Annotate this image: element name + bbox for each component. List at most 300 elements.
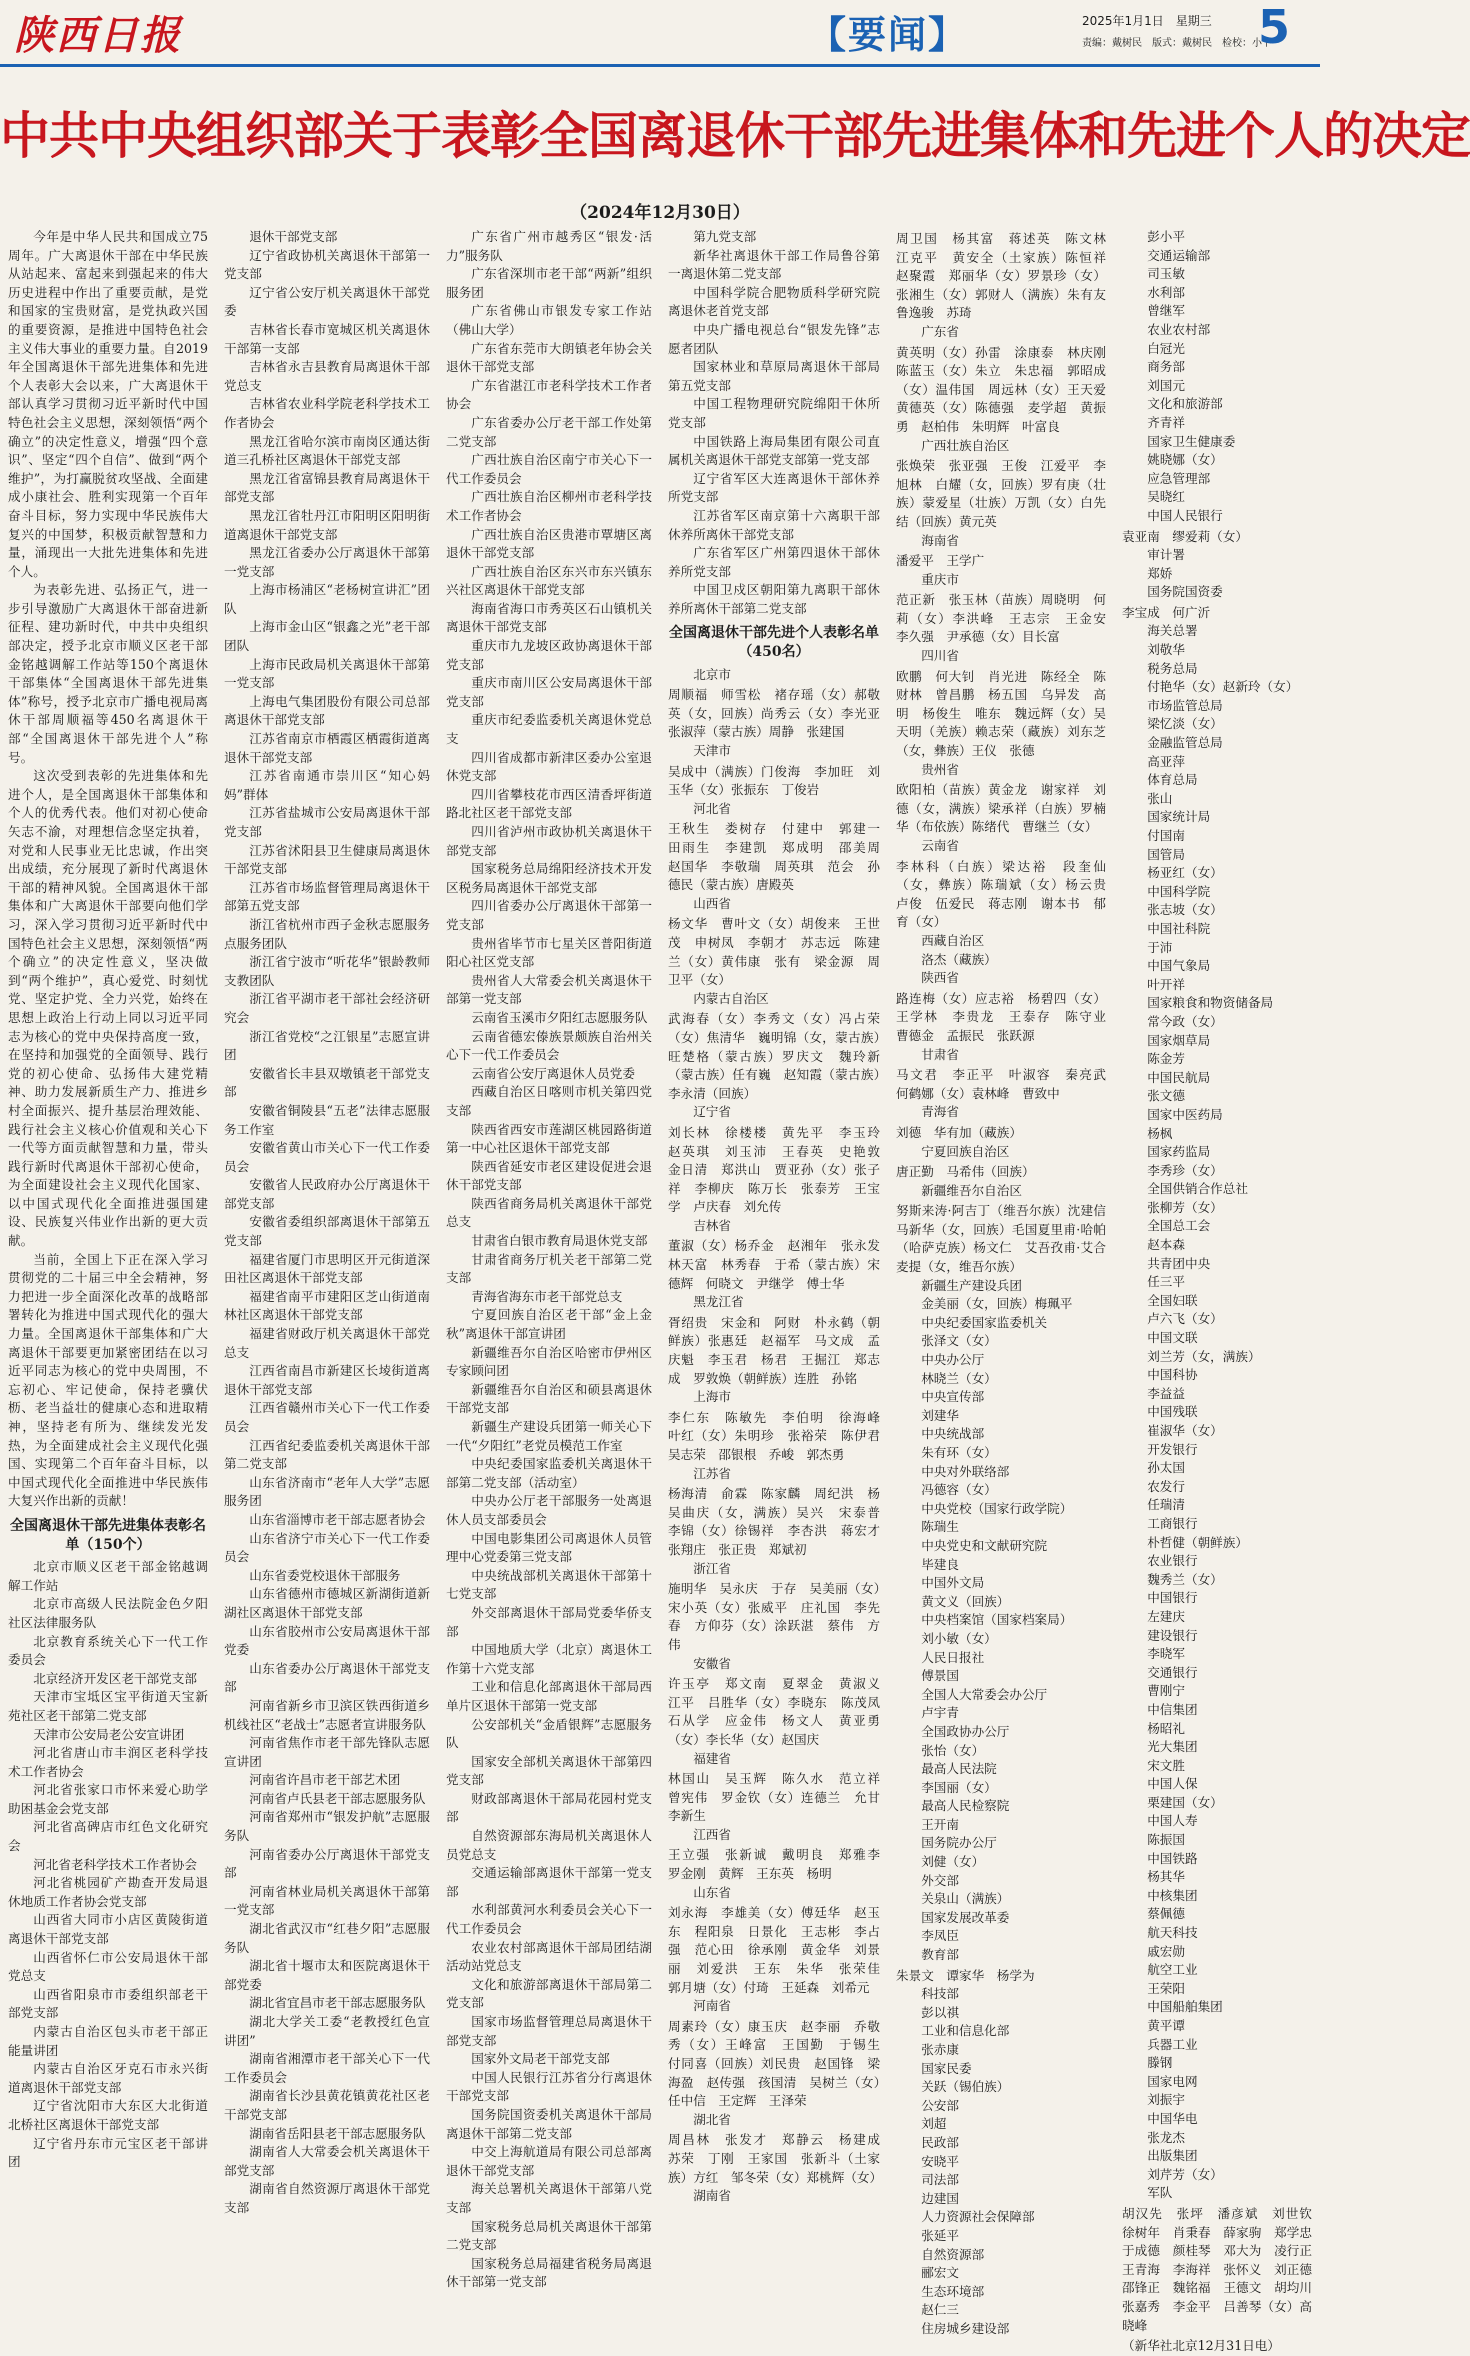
region-heading: 曾继军 xyxy=(1147,303,1185,319)
region-heading: 中央对外联络部 xyxy=(921,1463,1010,1479)
region-heading: 共青团中央 xyxy=(1147,1255,1211,1271)
collective-entry: 四川省成都市新津区委办公室退休党支部 xyxy=(446,749,652,784)
region-heading: 重庆市 xyxy=(921,571,959,587)
collective-entry: 陕西省延安市老区建设促进会退休干部党支部 xyxy=(446,1158,652,1193)
collective-entry: 国家税务总局机关离退休干部第二党支部 xyxy=(446,2218,652,2253)
honoree-names: 范正新 张玉林（苗族）周晓明 何莉（女）李洪峰 王志宗 王金安 李久强 尹承德（女）目长富 xyxy=(896,592,1119,645)
region-heading: 李秀珍（女） xyxy=(1147,1162,1223,1178)
article-date: （2024年12月30日） xyxy=(570,203,750,223)
region-heading: 开发银行 xyxy=(1147,1441,1198,1457)
collective-entry: 浙江省平湖市老干部社会经济研究会 xyxy=(224,991,430,1025)
region-heading: 中国人保 xyxy=(1147,1776,1198,1792)
region-heading: 中央办公厅 xyxy=(921,1352,985,1368)
region-heading: 农业农村部 xyxy=(1147,321,1211,337)
region-heading: 李益益 xyxy=(1147,1385,1185,1401)
collective-entry: 江苏省市场监督管理局离退休干部第五党支部 xyxy=(224,879,430,914)
collective-entry: 黑龙江省哈尔滨市南岗区通达街道三孔桥社区离退休干部党支部 xyxy=(224,433,430,468)
region-heading: 中国人寿 xyxy=(1147,1813,1198,1829)
region-heading: 全国总工会 xyxy=(1147,1218,1211,1234)
region-heading: 赵本森 xyxy=(1147,1237,1185,1253)
region-heading: 税务总局 xyxy=(1147,660,1198,676)
collective-entry: 浙江省党校“之江银星”志愿宣讲团 xyxy=(224,1028,430,1063)
region-heading: 人民日报社 xyxy=(921,1649,985,1665)
region-heading: 兵器工业 xyxy=(1147,2036,1198,2052)
region-heading: 市场监管总局 xyxy=(1147,697,1223,713)
region-heading: 江苏省 xyxy=(693,1465,731,1481)
subheading-individuals: 全国离退休干部先进个人表彰名单（450名） xyxy=(669,625,879,661)
collective-entry: 河北省老科学技术工作者协会 xyxy=(33,1856,197,1872)
region-heading: 安晓平 xyxy=(921,2153,959,2169)
region-heading: 中国船舶集团 xyxy=(1147,1999,1223,2015)
region-heading: 任三平 xyxy=(1147,1274,1185,1290)
region-heading: 军队 xyxy=(1147,2185,1173,2201)
collective-entry: 水利部黄河水利委员会关心下一代工作委员会 xyxy=(446,1902,652,1937)
collective-entry: 安徽省人民政府办公厅离退休干部党支部 xyxy=(224,1177,430,1211)
region-heading: 洛杰（藏族） xyxy=(921,951,997,967)
masthead-divider xyxy=(0,64,1320,67)
region-heading: 刘国元 xyxy=(1147,377,1185,393)
region-heading: 中国社科院 xyxy=(1147,920,1211,936)
body-paragraph: 这次受到表彰的先进集体和先进个人，是全国离退休干部集体和个人的优秀代表。他们对初心使命矢志不渝，对理想信念坚定执着，对党和人民事业无比忠诚，作出突出成绩，充分展现了新时代离退休干部的精神风貌。全国离退休干部集体和广大离退休干部要向他们学习，深入学习贯彻习近平新时代中国特色社会主义思想，深刻领悟“两个确立”的决定性意义，坚决做到“两个维护”，真心爱党、时刻忧党、坚定护党、全力兴党，始终在思想上政治上行动上同以习近平同志为核心的党中央保持高度一致，在坚持和加强党的全面领导、践行党的初心使命、弘扬伟大建党精神、助力发展新质生产力、推进乡村全面振兴、提升基层治理效能、践行社会主义核心价值观和关心下一代等方面贡献智慧和力量，带头践行新时代离退休干部初心使命，为全面建设社会主义现代化国家、以中国式现代化全面推进强国建设、民族复兴伟业作出新的更大贡献。 xyxy=(8,768,208,1249)
region-heading: 云南省 xyxy=(921,838,959,853)
collective-entry: 中交上海航道局有限公司总部离退休干部党支部 xyxy=(446,2144,652,2178)
region-heading: 住房城乡建设部 xyxy=(921,2320,1010,2336)
column-4 xyxy=(668,228,893,2204)
region-heading: 中央档案馆（国家档案局） xyxy=(921,1612,1073,1628)
region-heading: 山东省 xyxy=(693,1884,731,1900)
collective-entry: 黑龙江省委办公厅离退休干部第一党支部 xyxy=(224,545,430,579)
region-heading: 人力资源社会保障部 xyxy=(921,2209,1035,2225)
region-heading: 甘肃省 xyxy=(921,1046,959,1062)
region-heading: 张龙杰 xyxy=(1147,2129,1185,2145)
region-heading: 刘超 xyxy=(921,2116,947,2132)
collective-entry: 公安部机关“金盾银辉”志愿服务队 xyxy=(446,1716,652,1751)
region-heading: 任瑞清 xyxy=(1147,1497,1185,1513)
collective-entry: 广西壮族自治区东兴市东兴镇东兴社区离退休干部党支部 xyxy=(446,563,652,598)
collective-entry: 河南省焦作市老干部先锋队志愿宣讲团 xyxy=(224,1735,430,1769)
region-heading: 中国人民银行 xyxy=(1147,507,1223,523)
region-heading: 黑龙江省 xyxy=(693,1294,744,1310)
collective-entry: 广东省广州市越秀区“银发·活力”服务队 xyxy=(446,229,652,263)
collective-entry: 河南省许昌市老干部艺术团 xyxy=(249,1772,401,1788)
collective-entry: 贵州省人大常委会机关离退休干部第一党支部 xyxy=(446,972,652,1007)
collective-entry: 河北省桃园矿产勘查开发局退休地质工作者协会党支部 xyxy=(8,1875,208,1909)
collective-entry: 河南省新乡市卫滨区铁西街道乡机线社区“老战士”志愿者宣讲服务队 xyxy=(224,1697,430,1732)
region-heading: 工业和信息化部 xyxy=(921,2023,1010,2039)
honoree-names: 潘爱平 王学广 xyxy=(896,553,985,569)
region-heading: 陈振国 xyxy=(1147,1832,1185,1848)
region-heading: 国管局 xyxy=(1147,846,1185,862)
region-heading: 体育总局 xyxy=(1147,772,1198,788)
honoree-names: 刘长林 徐楼楼 黄先平 李玉玲 赵英琪 刘玉沛 王春英 史艳敦 金日清 郑洪山 贾亚孙（女）张子祥 李柳庆 陈万长 张泰芳 王宝学 卢庆春 刘允传 xyxy=(668,1124,893,1215)
region-heading: 福建省 xyxy=(693,1750,731,1766)
column-3 xyxy=(446,228,652,2290)
honoree-names: 路连梅（女）应志裕 杨碧四（女）王学林 李贵龙 王泰存 陈守业 曹德金 孟振民 张跃源 xyxy=(896,990,1119,1043)
region-heading: 建设银行 xyxy=(1147,1627,1198,1643)
collective-entry: 江西省赣州市关心下一代工作委员会 xyxy=(224,1400,430,1434)
honoree-names: 袁亚南 缪爱莉（女） xyxy=(1122,528,1248,544)
collective-entry: 天津市宝坻区宝平街道天宝新苑社区老干部第二党支部 xyxy=(8,1689,208,1723)
collective-entry: 陕西省商务局机关离退休干部党总支 xyxy=(446,1195,652,1230)
region-heading: 彭以祺 xyxy=(921,2004,959,2020)
region-heading: 刘芹芳（女） xyxy=(1147,2166,1223,2182)
region-heading: 赵仁三 xyxy=(921,2302,959,2318)
region-heading: 国务院办公厅 xyxy=(921,1835,997,1851)
collective-entry: 山东省淄博市老干部志愿者协会 xyxy=(249,1511,426,1527)
region-heading: 内蒙古自治区 xyxy=(693,990,769,1006)
region-heading: 张延平 xyxy=(921,2227,959,2243)
region-heading: 边建国 xyxy=(921,2190,959,2206)
honoree-names: 杨海清 俞霖 陈家麟 周纪洪 杨吴曲庆（女，满族）吴兴 宋泰普 李锦（女）徐锡祥 李杏洪 蒋宏才 张翔庄 张正贵 郑斌初 xyxy=(668,1486,893,1557)
collective-entry: 国务院国资委机关离退休干部局离退休干部第二党支部 xyxy=(446,2106,652,2141)
region-heading: 卢宇青 xyxy=(921,1705,959,1721)
honoree-names: 董淑（女）杨乔金 赵湘年 张永发 林天富 林秀春 于希（蒙古族）宋德辉 何晓文 尹继学 傅士华 xyxy=(668,1238,893,1291)
collective-entry: 宁夏回族自治区老干部“金上金秋”离退休干部宣讲团 xyxy=(446,1307,652,1342)
collective-entry: 山东省济南市“老年人大学”志愿服务团 xyxy=(224,1474,430,1509)
collective-entry: 江苏省军区南京第十六离职干部休养所离休干部党支部 xyxy=(668,507,880,542)
region-heading: 中国铁路 xyxy=(1147,1850,1198,1866)
region-heading: 左建庆 xyxy=(1147,1608,1185,1624)
region-heading: 朱有环（女） xyxy=(921,1445,997,1460)
region-heading: 张泽文（女） xyxy=(921,1333,997,1349)
collective-entry: 中央纪委国家监委机关离退休干部第二党支部（活动室） xyxy=(446,1456,652,1490)
region-heading: 国家发展改革委 xyxy=(921,1909,1010,1925)
region-heading: 刘建华 xyxy=(921,1407,959,1423)
collective-entry: 中国人民银行江苏省分行离退休干部党支部 xyxy=(446,2069,652,2104)
region-heading: 国家粮食和物资储备局 xyxy=(1147,995,1274,1011)
collective-entry: 重庆市九龙坡区政协离退休干部党支部 xyxy=(446,638,652,672)
region-heading: 付艳华（女）赵新玲（女） xyxy=(1147,679,1299,695)
region-heading: 吉林省 xyxy=(693,1217,731,1233)
honoree-names: 唐正勤 马希伟（回族） xyxy=(896,1164,1035,1180)
collective-entry: 中央统战部机关离退休干部第十七党支部 xyxy=(446,1567,652,1602)
region-heading: 农业银行 xyxy=(1147,1553,1198,1569)
region-heading: 青海省 xyxy=(921,1104,959,1120)
region-heading: 蔡佩德 xyxy=(1147,1906,1185,1922)
collective-entry: 国家外文局老干部党支部 xyxy=(471,2051,610,2067)
region-heading: 刘兰芳（女，满族） xyxy=(1147,1348,1261,1364)
collective-entry: 中国铁路上海局集团有限公司直属机关离退休干部党支部第一党支部 xyxy=(668,433,880,468)
region-heading: 湖北省 xyxy=(693,2111,731,2127)
collective-entry: 河北省唐山市丰润区老科学技术工作者协会 xyxy=(8,1745,208,1779)
collective-entry: 福建省厦门市思明区开元街道深田社区离退休干部党支部 xyxy=(224,1251,430,1286)
collective-entry: 新疆生产建设兵团第一师关心下一代“夕阳红”老党员模范工作室 xyxy=(446,1419,652,1453)
region-heading: 全国政协办公厅 xyxy=(921,1723,1010,1739)
region-heading: 朴哲健（朝鲜族） xyxy=(1147,1534,1248,1550)
region-heading: 广西壮族自治区 xyxy=(921,437,1010,453)
region-heading: 交通运输部 xyxy=(1147,247,1211,263)
region-heading: 滕钢 xyxy=(1147,2055,1173,2071)
collective-entry: 山东省德州市德城区新湖街道新湖社区离退休干部党支部 xyxy=(224,1586,430,1620)
collective-entry: 国家安全部机关离退休干部第四党支部 xyxy=(446,1753,652,1788)
region-heading: 贵州省 xyxy=(921,761,959,777)
region-heading: 彭小平 xyxy=(1147,229,1185,244)
collective-entry: 湖南省湘潭市老干部关心下一代工作委员会 xyxy=(224,2051,430,2085)
region-heading: 最高人民法院 xyxy=(921,1761,997,1777)
region-heading: 李凤臣 xyxy=(921,1928,959,1944)
region-heading: 中国文联 xyxy=(1147,1330,1198,1346)
region-heading: 黄文义（回族） xyxy=(921,1593,1010,1609)
collective-entry: 云南省玉溪市夕阳红志愿服务队 xyxy=(471,1009,648,1025)
region-heading: 中国外文局 xyxy=(921,1575,985,1591)
collective-entry: 工业和信息化部离退休干部局西单片区退休干部第一党支部 xyxy=(446,1679,652,1713)
region-heading: 民政部 xyxy=(921,2134,959,2150)
honoree-names: 欧阳柏（苗族）黄金龙 谢家祥 刘德（女，满族）梁承祥（白族）罗楠华（布依族）陈绪代 曹继兰（女） xyxy=(896,782,1106,835)
collective-entry: 湖北省武汉市“红巷夕阳”志愿服务队 xyxy=(224,1921,430,1955)
honoree-names: 刘永海 李雄美（女）傅廷华 赵玉东 程阳泉 日景化 王志彬 李占强 范心田 徐承刚 黄金华 刘景丽 刘爱洪 王东 朱华 张荣佳 郭月塘（女）付琦 王延森 刘希元 xyxy=(668,1905,893,1995)
collective-entry: 辽宁省公安厅机关离退休干部党委 xyxy=(224,284,430,319)
region-heading: 杨昭礼 xyxy=(1147,1720,1185,1736)
region-heading: 关泉山（满族） xyxy=(921,1891,1010,1907)
region-heading: 国家药监局 xyxy=(1147,1144,1211,1160)
collective-entry: 福建省财政厅机关离退休干部党总支 xyxy=(224,1326,430,1360)
honoree-names: 努斯来涛·阿吉丁（维吾尔族）沈建信 马新华（女，回族）毛国夏里甫·哈帕（哈萨克族）杨文仁 艾吾孜甫·艾合麦提（女，维吾尔族） xyxy=(896,1203,1119,1275)
region-heading: 郦宏文 xyxy=(921,2265,959,2281)
collective-entry: 上海电气集团股份有限公司总部离退休干部党支部 xyxy=(224,693,430,728)
region-heading: 叶开祥 xyxy=(1147,976,1185,992)
honoree-names: （新华社北京12月31日电） xyxy=(1122,2338,1280,2354)
collective-entry: 广东省委办公厅老干部工作处第二党支部 xyxy=(446,414,652,449)
region-heading: 文化和旅游部 xyxy=(1147,396,1223,412)
collective-entry: 湖南省人大常委会机关离退休干部党支部 xyxy=(224,2144,430,2178)
region-heading: 山西省 xyxy=(693,895,731,911)
collective-entry: 湖北省十堰市太和医院离退休干部党委 xyxy=(224,1958,430,1992)
region-heading: 戚宏勋 xyxy=(1147,1943,1185,1959)
article-body xyxy=(8,228,1325,2354)
body-paragraph: 当前，全国上下正在深入学习贯彻党的二十届三中全会精神，努力把进一步全面深化改革的战略部署转化为推进中国式现代化的强大力量。全国离退休干部集体和广大离退休干部要更加紧密团结在以习近平同志为核心的党中央周围，不忘初心、牢记使命，保持老骥伏枥、老当益壮的健康心态和进取精神，坚持老有所为、继续发光发热，为全面建成社会主义现代化强国、实现第二个百年奋斗目标，以中国式现代化全面推进中华民族伟大复兴作出新的贡献！ xyxy=(8,1251,208,1509)
region-heading: 司玉敏 xyxy=(1147,266,1185,282)
collective-entry: 江西省纪委监委机关离退休干部第二党支部 xyxy=(224,1437,430,1472)
region-heading: 新疆维吾尔自治区 xyxy=(921,1182,1022,1198)
page-number: 5 xyxy=(1258,0,1291,54)
region-heading: 王荣阳 xyxy=(1147,1980,1185,1996)
region-heading: 辽宁省 xyxy=(693,1104,731,1120)
collective-entry: 江苏省南通市崇川区“知心妈妈”群体 xyxy=(224,768,430,802)
region-heading: 黄平谭 xyxy=(1147,2018,1185,2033)
collective-entry: 第九党支部 xyxy=(693,229,757,244)
collective-entry: 海南省海口市秀英区石山镇机关离退休干部党支部 xyxy=(446,600,652,635)
region-heading: 北京市 xyxy=(693,666,731,682)
collective-entry: 北京市顺义区老干部金铭越调解工作站 xyxy=(8,1559,208,1593)
honoree-names: 胡汉先 张坪 潘彦斌 刘世钦 徐树年 肖秉春 薛家驹 郑学忠 于成德 颜桂琴 邓大为 凌行正 王青海 李海祥 张怀义 刘正德 邵锋正 魏铭福 王德文 胡均川 张嘉秀 李金平 吕善琴（女）高晓峰 xyxy=(1122,2205,1325,2333)
region-heading: 安徽省 xyxy=(693,1655,731,1671)
region-heading: 中国科学院 xyxy=(1147,883,1211,899)
honoree-names: 王秋生 娄树存 付建中 郭建一 田雨生 李建凯 郑成明 邵美周 赵国华 李敬瑞 周英琪 范会 孙德民（蒙古族）唐殿英 xyxy=(668,821,893,893)
region-heading: 梁忆淡（女） xyxy=(1147,716,1223,732)
region-heading: 杨枫 xyxy=(1147,1125,1173,1141)
collective-entry: 自然资源部东海局机关离退休人员党总支 xyxy=(446,1828,652,1862)
region-heading: 国务院国资委 xyxy=(1147,584,1223,600)
collective-entry: 四川省委办公厅离退休干部第一党支部 xyxy=(446,898,652,932)
region-heading: 天津市 xyxy=(693,743,731,759)
collective-entry: 河南省委办公厅离退休干部党支部 xyxy=(224,1846,430,1881)
collective-entry: 交通运输部离退休干部第一党支部 xyxy=(446,1865,652,1899)
collective-entry: 云南省德宏傣族景颇族自治州关心下一代工作委员会 xyxy=(446,1028,652,1063)
region-heading: 海南省 xyxy=(921,532,959,548)
collective-entry: 浙江省宁波市“听花华”银龄教师支教团队 xyxy=(224,954,430,988)
region-heading: 杨其华 xyxy=(1147,1869,1185,1885)
collective-entry: 河南省郑州市“银发护航”志愿服务队 xyxy=(224,1809,430,1844)
honoree-names: 周素玲（女）康玉庆 赵李丽 乔敬秀（女）王峰富 王国勤 于锡生 付同喜（回族）刘民贵 赵国锋 梁海盈 赵传强 孩国清 吴树兰（女）任中信 王定辉 王泽荣 xyxy=(668,2018,893,2109)
collective-entry: 新疆维吾尔自治区哈密市伊州区专家顾问团 xyxy=(446,1344,652,1379)
collective-entry: 江西省南昌市新建区长堎街道离退休干部党支部 xyxy=(224,1363,430,1397)
region-heading: 陈瑞生 xyxy=(921,1519,959,1535)
collective-entry: 四川省泸州市政协机关离退休干部党支部 xyxy=(446,824,652,858)
region-heading: 张志坡（女） xyxy=(1147,902,1223,918)
region-heading: 工商银行 xyxy=(1147,1515,1198,1531)
region-heading: 科技部 xyxy=(921,1986,959,2002)
region-heading: 林晓兰（女） xyxy=(921,1370,997,1386)
region-heading: 高亚萍 xyxy=(1147,753,1185,769)
collective-entry: 湖北省宜昌市老干部志愿服务队 xyxy=(249,1995,426,2011)
region-heading: 生态环境部 xyxy=(921,2283,985,2299)
issue-date: 2025年1月1日 星期三 xyxy=(1082,14,1212,28)
collective-entry: 海关总署机关离退休干部第八党支部 xyxy=(446,2181,652,2215)
collective-entry: 广西壮族自治区贵港市覃塘区离退休干部党支部 xyxy=(446,526,652,561)
region-heading: 国家统计局 xyxy=(1147,809,1211,825)
region-heading: 公安部 xyxy=(921,2097,959,2113)
region-heading: 关跃（锡伯族） xyxy=(921,2079,1010,2095)
honoree-names: 武海春（女）李秀文（女）冯占荣（女）焦清华 巍明锦（女，蒙古族）旺楚格（蒙古族）罗庆文 魏玲新（蒙古族）任有巍 赵知霞（蒙古族）李永清（回族） xyxy=(668,1011,880,1101)
region-heading: 河北省 xyxy=(693,800,731,816)
collective-entry: 山东省委办公厅离退休干部党支部 xyxy=(224,1660,430,1695)
collective-entry: 中央办公厅老干部服务一处离退休人员支部委员会 xyxy=(446,1493,652,1527)
collective-entry: 山西省怀仁市公安局退休干部党总支 xyxy=(8,1949,208,1984)
collective-entry: 外交部离退休干部局党委华侨支部 xyxy=(446,1604,652,1639)
honoree-names: 欧鹏 何大钊 肖光进 陈经全 陈财林 曾昌鹏 杨五国 乌异发 高明 杨俊生 唯东 魏远辉（女）吴天明（羌族）赖志荣（藏族）刘东芝（女，彝族）王仪 张德 xyxy=(896,668,1106,759)
collective-entry: 山西省大同市小店区黄陵街道离退休干部党支部 xyxy=(8,1912,208,1947)
collective-entry: 福建省南平市建阳区芝山街道南林社区离退休干部党支部 xyxy=(224,1288,430,1323)
collective-entry: 上海市民政局机关离退休干部第一党支部 xyxy=(224,656,430,691)
collective-entry: 广东省深圳市老干部“两新”组织服务团 xyxy=(446,266,652,300)
column-2 xyxy=(224,228,430,2215)
column-6 xyxy=(1122,228,1325,2354)
body-paragraph: 为表彰先进、弘扬正气，进一步引导激励广大离退休干部奋进新征程、建功新时代，中共中央组织部决定，授予北京市顺义区老干部金铭越调解工作站等150个离退休干部集体“全国离退休干部先进集体”称号，授予北京市广播电视局离休干部周顺福等450名离退休干部“全国离退休干部先进个人”称号。 xyxy=(8,582,208,765)
region-heading: 张赤康 xyxy=(921,2042,959,2057)
collective-entry: 广西壮族自治区柳州市老科学技术工作者协会 xyxy=(446,489,652,523)
collective-entry: 青海省海东市老干部党总支 xyxy=(471,1288,623,1304)
region-heading: 光大集团 xyxy=(1147,1739,1198,1755)
region-heading: 金美丽（女，回族）梅珮平 xyxy=(921,1296,1073,1312)
collective-entry: 新华社离退休干部工作局鲁谷第一离退休第二党支部 xyxy=(668,247,880,282)
honoree-names: 刘德 华有加（藏族） xyxy=(896,1124,1022,1140)
collective-entry: 安徽省黄山市关心下一代工作委员会 xyxy=(224,1140,430,1174)
region-heading: 付国南 xyxy=(1147,828,1185,843)
collective-entry: 北京市高级人民法院金色夕阳社区法律服务队 xyxy=(8,1596,208,1630)
region-heading: 冯德容（女） xyxy=(921,1482,997,1498)
collective-entry: 江苏省沭阳县卫生健康局离退休干部党支部 xyxy=(224,842,430,877)
collective-entry: 陕西省西安市莲湖区桃园路街道第一中心社区退休干部党支部 xyxy=(446,1121,652,1156)
region-heading: 刘健（女） xyxy=(921,1854,985,1870)
collective-entry: 云南省公安厅离退休人员党委 xyxy=(471,1065,635,1081)
honoree-names: 杨文华 曹叶文（女）胡俊来 王世茂 申树凤 李朝才 苏志远 陈建兰（女）黄伟康 张有 梁金源 周卫平（女） xyxy=(668,916,880,988)
region-heading: 李国丽（女） xyxy=(921,1779,997,1795)
collective-entry: 中国地质大学（北京）离退休工作第十六党支部 xyxy=(446,1642,652,1676)
collective-entry: 黑龙江省牡丹江市阳明区阳明街道离退休干部党支部 xyxy=(224,507,430,542)
collective-entry: 四川省攀枝花市西区清香坪街道路北社区老干部党支部 xyxy=(446,786,652,821)
collective-entry: 重庆市纪委监委机关离退休党总支 xyxy=(446,712,652,747)
region-heading: 金融监管总局 xyxy=(1147,735,1223,751)
region-heading: 魏秀兰（女） xyxy=(1147,1571,1223,1587)
collective-entry: 河南省卢氏县老干部志愿服务队 xyxy=(249,1790,426,1806)
region-heading: 交通银行 xyxy=(1147,1664,1198,1680)
region-heading: 四川省 xyxy=(921,648,959,664)
region-heading: 国家民委 xyxy=(921,2060,972,2076)
collective-entry: 广东省东莞市大朗镇老年协会关退休干部党支部 xyxy=(446,340,652,375)
collective-entry: 吉林省长春市宽城区机关离退休干部第一支部 xyxy=(224,321,430,356)
region-heading: 全国妇联 xyxy=(1147,1292,1198,1308)
region-heading: 姚晓娜（女） xyxy=(1147,452,1223,468)
region-heading: 航天科技 xyxy=(1147,1925,1198,1941)
region-heading: 广东省 xyxy=(921,323,959,339)
region-heading: 国家电网 xyxy=(1147,2073,1198,2089)
region-heading: 海关总署 xyxy=(1147,623,1198,639)
region-heading: 上海市 xyxy=(693,1389,731,1405)
region-heading: 国家中医药局 xyxy=(1147,1106,1223,1122)
region-heading: 傅景国 xyxy=(921,1668,959,1684)
region-heading: 陕西省 xyxy=(921,970,959,986)
region-heading: 中国民航局 xyxy=(1147,1069,1211,1085)
editor-credits: 责编：戴树民 版式：戴树民 检校：小卜 xyxy=(1082,38,1272,49)
region-heading: 应急管理部 xyxy=(1147,470,1211,486)
collective-entry: 山东省胶州市公安局离退休干部党委 xyxy=(224,1623,430,1658)
collective-entry: 安徽省长丰县双墩镇老干部党支部 xyxy=(224,1065,430,1100)
region-heading: 张怡（女） xyxy=(921,1742,985,1758)
region-heading: 江西省 xyxy=(693,1826,731,1842)
region-heading: 张柳芳（女） xyxy=(1147,1199,1223,1215)
region-heading: 湖南省 xyxy=(693,2188,731,2204)
collective-entry: 重庆市南川区公安局离退休干部党支部 xyxy=(446,675,652,709)
collective-entry: 农业农村部离退休干部局团结湖活动站党总支 xyxy=(446,1939,652,1974)
collective-entry: 中央广播电视总台“银发先锋”志愿者团队 xyxy=(668,321,880,356)
region-heading: 中国科协 xyxy=(1147,1367,1198,1383)
honoree-names: 周昌林 张发才 郑静云 杨建成 苏荣 丁刚 王家国 张新斗（土家族）方红 邹冬荣（女）郑桃辉（女） xyxy=(668,2132,893,2185)
collective-entry: 贵州省毕节市七星关区普阳街道阳心社区党支部 xyxy=(446,935,652,970)
collective-entry: 上海市杨浦区“老杨树宣讲汇”团队 xyxy=(224,582,430,616)
region-heading: 中国银行 xyxy=(1147,1590,1198,1606)
region-heading: 审计署 xyxy=(1147,547,1185,563)
region-heading: 卢六飞（女） xyxy=(1147,1311,1223,1327)
region-heading: 司法部 xyxy=(921,2172,959,2188)
region-heading: 河南省 xyxy=(693,1998,731,2014)
region-heading: 全国供销合作总社 xyxy=(1147,1181,1248,1197)
region-heading: 曹刚宁 xyxy=(1147,1683,1185,1699)
collective-entry: 河南省林业局机关离退休干部第一党支部 xyxy=(224,1883,430,1918)
collective-entry: 山东省委党校退休干部服务 xyxy=(249,1567,401,1583)
region-heading: 浙江省 xyxy=(693,1560,731,1576)
region-heading: 外交部 xyxy=(921,1872,959,1888)
collective-entry: 山西省阳泉市市委组织部老干部党支部 xyxy=(8,1986,208,2021)
collective-entry: 甘肃省商务厅机关老干部第二党支部 xyxy=(446,1251,652,1286)
collective-entry: 辽宁省军区大连离退休干部休养所党支部 xyxy=(668,470,880,505)
region-heading: 中核集团 xyxy=(1147,1887,1198,1903)
collective-entry: 安徽省委组织部离退休干部第五党支部 xyxy=(224,1214,430,1249)
region-heading: 出版集团 xyxy=(1147,2148,1198,2164)
region-heading: 新疆生产建设兵团 xyxy=(921,1277,1022,1293)
region-heading: 教育部 xyxy=(921,1947,959,1963)
honoree-names: 王立强 张新诚 戴明良 郑雅李 罗金刚 黄辉 王东英 杨明 xyxy=(668,1847,893,1882)
collective-entry: 内蒙古自治区包头市老干部正能量讲团 xyxy=(8,2024,208,2058)
honoree-names: 许玉亭 郑文南 夏翠金 黄淑义 江平 吕胜华（女）李晓东 陈茂凤 石从学 应金伟 杨文人 黄亚勇（女）李长华（女）赵国庆 xyxy=(668,1676,893,1747)
collective-entry: 湖南省自然资源厅离退休干部党支部 xyxy=(224,2181,430,2215)
collective-entry: 广东省湛江市老科学技术工作者协会 xyxy=(446,377,652,412)
region-heading: 国家卫生健康委 xyxy=(1147,433,1236,449)
region-heading: 宁夏回族自治区 xyxy=(921,1143,1010,1159)
region-heading: 中央党史和文献研究院 xyxy=(921,1537,1048,1553)
subheading-collectives: 全国离退休干部先进集体表彰名单（150个） xyxy=(10,1517,206,1553)
honoree-names: 李宝成 何广沂 xyxy=(1122,604,1211,620)
honoree-names: 黄英明（女）孙雷 涂康泰 林庆刚 陈蓝玉（女）朱立 朱忠福 郭昭成（女）温伟国 周远林（女）王天爱 黄德英（女）陈德强 麦学超 黄振勇 赵柏伟 朱明辉 叶富良 xyxy=(896,344,1119,434)
